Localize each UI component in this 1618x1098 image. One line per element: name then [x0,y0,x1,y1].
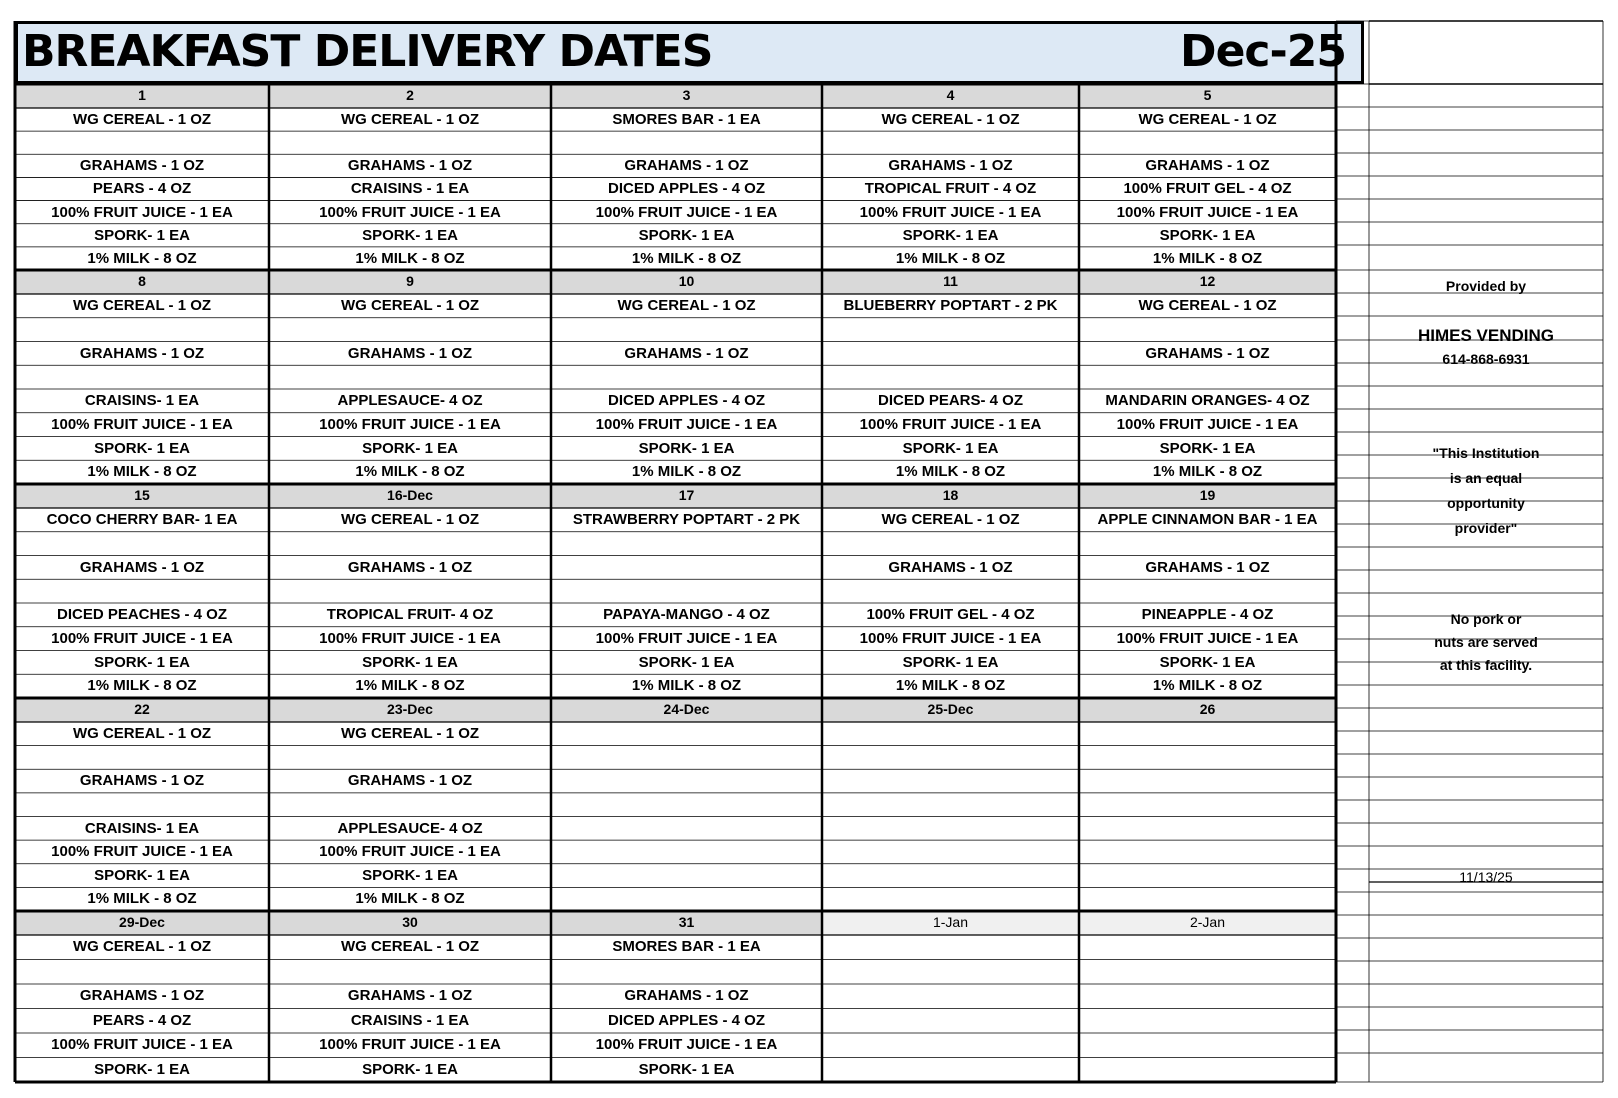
menu-item: GRAHAMS - 1 OZ [79,772,205,790]
menu-item: TROPICAL FRUIT - 4 OZ [864,180,1037,198]
day-header: 2-Jan [1079,911,1336,935]
vendor-name: HIMES VENDING [1417,326,1555,345]
day-header: 18 [822,484,1079,508]
menu-item: SPORK- 1 EA [94,439,190,457]
menu-item: 1% MILK - 8 OZ [87,890,197,908]
menu-item: 100% FRUIT JUICE - 1 EA [319,203,501,221]
menu-item: 1% MILK - 8 OZ [631,249,742,267]
menu-item: TROPICAL FRUIT- 4 OZ [326,606,494,623]
equal-opportunity-line: opportunity [1447,495,1525,511]
menu-item: GRAHAMS - 1 OZ [347,344,473,362]
menu-item: 1% MILK - 8 OZ [355,249,465,267]
day-header: 26 [1079,698,1336,722]
menu-item: GRAHAMS - 1 OZ [79,558,205,576]
day-header: 2 [269,84,551,108]
menu-item: SPORK- 1 EA [1159,226,1256,244]
menu-item: 100% FRUIT GEL - 4 OZ [1123,180,1292,198]
no-pork-notice-line: at this facility. [1439,657,1533,673]
menu-item: GRAHAMS - 1 OZ [347,987,473,1004]
menu-item: 1% MILK - 8 OZ [631,463,742,481]
menu-item: WG CEREAL - 1 OZ [881,511,1020,528]
menu-item: APPLESAUCE- 4 OZ [337,819,483,837]
sheet-title: BREAKFAST DELIVERY DATES [22,26,713,77]
menu-item: APPLE CINNAMON BAR - 1 EA [1097,511,1318,528]
day-header: 10 [551,270,822,294]
day-header: 9 [269,270,551,294]
menu-item: SPORK- 1 EA [1159,439,1256,457]
menu-item: 100% FRUIT JUICE - 1 EA [859,629,1042,647]
day-header: 24-Dec [551,698,822,722]
menu-item: SPORK- 1 EA [902,653,999,671]
menu-item: WG CEREAL - 1 OZ [72,297,212,314]
menu-item: WG CEREAL - 1 OZ [881,111,1020,128]
menu-item: 100% FRUIT JUICE - 1 EA [595,1036,778,1053]
menu-item: 1% MILK - 8 OZ [895,463,1006,481]
menu-item: WG CEREAL - 1 OZ [340,111,480,128]
revision-date: 11/13/25 [1459,869,1513,885]
menu-item: SPORK- 1 EA [362,439,458,457]
menu-item: 1% MILK - 8 OZ [1152,677,1263,695]
menu-item: 100% FRUIT JUICE - 1 EA [51,843,233,861]
menu-item: 100% FRUIT JUICE - 1 EA [1116,415,1299,433]
vendor-phone: 614-868-6931 [1442,351,1530,367]
day-header: 1-Jan [822,911,1079,935]
menu-item: DICED APPLES - 4 OZ [608,180,765,198]
menu-item: PEARS - 4 OZ [92,180,192,198]
menu-item: 1% MILK - 8 OZ [355,890,465,908]
day-header: 3 [551,84,822,108]
menu-item: GRAHAMS - 1 OZ [347,157,473,175]
menu-item: DICED PEACHES - 4 OZ [56,606,228,623]
menu-item: 1% MILK - 8 OZ [87,249,197,267]
menu-item: 1% MILK - 8 OZ [895,249,1006,267]
menu-item: 100% FRUIT GEL - 4 OZ [866,606,1035,623]
day-header: 30 [269,911,551,935]
menu-item: 100% FRUIT JUICE - 1 EA [1116,203,1299,221]
menu-item: GRAHAMS - 1 OZ [624,344,749,362]
menu-item: PAPAYA-MANGO - 4 OZ [603,606,770,623]
day-header: 25-Dec [822,698,1079,722]
menu-item: BLUEBERRY POPTART - 2 PK [843,297,1058,314]
day-header: 11 [822,270,1079,294]
menu-item: SPORK- 1 EA [362,866,458,884]
menu-item: CRAISINS- 1 EA [84,819,200,837]
menu-item: GRAHAMS - 1 OZ [1145,344,1270,362]
menu-item: 100% FRUIT JUICE - 1 EA [51,415,233,433]
menu-item: DICED APPLES - 4 OZ [608,392,765,409]
menu-item: COCO CHERRY BAR- 1 EA [46,511,238,528]
menu-item: 1% MILK - 8 OZ [631,677,742,695]
menu-item: CRAISINS - 1 EA [350,1011,470,1029]
menu-item: GRAHAMS - 1 OZ [79,987,205,1004]
day-header: 29-Dec [15,911,269,935]
menu-item: MANDARIN ORANGES- 4 OZ [1105,392,1310,409]
menu-item: 1% MILK - 8 OZ [1152,249,1263,267]
menu-item: SMORES BAR - 1 EA [612,938,761,955]
menu-item: 1% MILK - 8 OZ [1152,463,1263,481]
menu-item: 100% FRUIT JUICE - 1 EA [51,629,233,647]
menu-item: SPORK- 1 EA [1159,653,1256,671]
menu-item: GRAHAMS - 1 OZ [888,157,1013,175]
menu-item: SPORK- 1 EA [362,1060,458,1078]
equal-opportunity-line: is an equal [1449,470,1523,486]
provided-by-label: Provided by [1445,278,1527,294]
menu-item: WG CEREAL - 1 OZ [72,938,212,955]
menu-item: 100% FRUIT JUICE - 1 EA [319,1036,501,1053]
menu-item: SPORK- 1 EA [94,653,190,671]
menu-item: SPORK- 1 EA [902,439,999,457]
menu-item: WG CEREAL - 1 OZ [340,511,480,528]
menu-item: SPORK- 1 EA [638,1060,735,1078]
sheet-month: Dec-25 [1180,26,1346,77]
menu-item: GRAHAMS - 1 OZ [347,772,473,790]
day-header: 12 [1079,270,1336,294]
menu-item: SMORES BAR - 1 EA [612,111,761,128]
menu-item: 1% MILK - 8 OZ [87,463,197,481]
no-pork-notice-line: nuts are served [1434,634,1538,650]
menu-item: 100% FRUIT JUICE - 1 EA [595,415,778,433]
day-header: 31 [551,911,822,935]
menu-item: SPORK- 1 EA [902,226,999,244]
menu-item: 1% MILK - 8 OZ [895,677,1006,695]
menu-item: GRAHAMS - 1 OZ [624,987,749,1004]
menu-item: 100% FRUIT JUICE - 1 EA [859,203,1042,221]
menu-item: WG CEREAL - 1 OZ [340,938,480,955]
menu-item: CRAISINS- 1 EA [84,392,200,409]
menu-item: WG CEREAL - 1 OZ [72,725,212,742]
day-header: 17 [551,484,822,508]
menu-item: APPLESAUCE- 4 OZ [337,392,483,409]
menu-item: SPORK- 1 EA [638,439,735,457]
menu-item: SPORK- 1 EA [94,866,190,884]
menu-item: SPORK- 1 EA [94,1060,190,1078]
menu-item: GRAHAMS - 1 OZ [1145,558,1270,576]
menu-item: 1% MILK - 8 OZ [355,677,465,695]
menu-item: STRAWBERRY POPTART - 2 PK [572,511,801,528]
day-header: 16-Dec [269,484,551,508]
day-header: 5 [1079,84,1336,108]
day-header: 19 [1079,484,1336,508]
day-header: 8 [15,270,269,294]
menu-item: GRAHAMS - 1 OZ [347,558,473,576]
menu-item: WG CEREAL - 1 OZ [1138,111,1277,128]
menu-item: 1% MILK - 8 OZ [87,677,197,695]
menu-item: DICED APPLES - 4 OZ [608,1011,765,1029]
menu-item: GRAHAMS - 1 OZ [888,558,1013,576]
day-header: 22 [15,698,269,722]
equal-opportunity-line: provider" [1454,520,1518,536]
menu-item: SPORK- 1 EA [638,653,735,671]
menu-item: SPORK- 1 EA [94,226,190,244]
day-header: 4 [822,84,1079,108]
no-pork-notice-line: No pork or [1450,611,1522,627]
menu-item: SPORK- 1 EA [362,653,458,671]
day-header: 15 [15,484,269,508]
menu-item: WG CEREAL - 1 OZ [617,297,756,314]
menu-item: WG CEREAL - 1 OZ [72,111,212,128]
menu-item: GRAHAMS - 1 OZ [1145,157,1270,175]
menu-item: 100% FRUIT JUICE - 1 EA [1116,629,1299,647]
day-header: 1 [15,84,269,108]
menu-item: 100% FRUIT JUICE - 1 EA [319,415,501,433]
menu-item: GRAHAMS - 1 OZ [79,157,205,175]
menu-item: SPORK- 1 EA [638,226,735,244]
menu-item: PINEAPPLE - 4 OZ [1141,606,1274,623]
menu-item: 100% FRUIT JUICE - 1 EA [319,843,501,861]
day-header: 23-Dec [269,698,551,722]
menu-item: GRAHAMS - 1 OZ [624,157,749,175]
menu-item: 100% FRUIT JUICE - 1 EA [51,203,233,221]
menu-item: 100% FRUIT JUICE - 1 EA [595,629,778,647]
menu-item: SPORK- 1 EA [362,226,458,244]
equal-opportunity-line: "This Institution [1432,445,1540,461]
menu-item: 100% FRUIT JUICE - 1 EA [859,415,1042,433]
menu-item: 100% FRUIT JUICE - 1 EA [319,629,501,647]
menu-item: 100% FRUIT JUICE - 1 EA [595,203,778,221]
menu-item: WG CEREAL - 1 OZ [340,297,480,314]
menu-item: DICED PEARS- 4 OZ [877,392,1024,409]
menu-item: 1% MILK - 8 OZ [355,463,465,481]
menu-item: PEARS - 4 OZ [92,1011,192,1029]
menu-item: CRAISINS - 1 EA [350,180,470,198]
menu-item: WG CEREAL - 1 OZ [340,725,480,742]
menu-item: WG CEREAL - 1 OZ [1138,297,1277,314]
menu-item: 100% FRUIT JUICE - 1 EA [51,1036,233,1053]
menu-item: GRAHAMS - 1 OZ [79,344,205,362]
